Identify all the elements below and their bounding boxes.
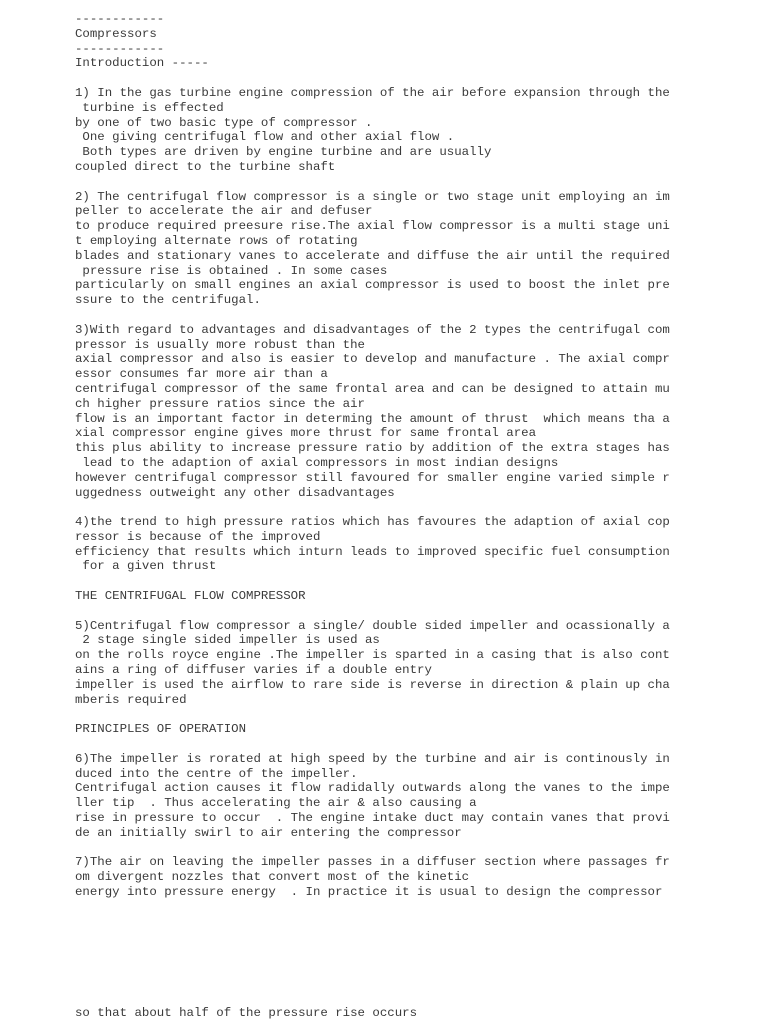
document-line — [75, 841, 755, 856]
document-line: 4)the trend to high pressure ratios which has favoures the adaption of axial cop — [75, 515, 670, 530]
document-line: coupled direct to the turbine shaft — [75, 159, 336, 174]
document-line — [75, 574, 755, 589]
document-line: rise in pressure to occur . The engine intake duct may contain vanes that provi — [75, 811, 670, 826]
document-body — [75, 12, 755, 900]
document-line: 5)Centrifugal flow compressor a single/ double sided impeller and ocassionally a — [75, 618, 670, 633]
document-line: energy into pressure energy . In practice it is usual to design the compressor — [75, 885, 663, 900]
document-line: 7)The air on leaving the impeller passes in a diffuser section where passages fr — [75, 855, 670, 870]
document-line: pressure rise is obtained . In some cases — [75, 263, 388, 278]
document-line: axial compressor and also is easier to develop and manufacture . The axial compr — [75, 352, 670, 367]
document-line: for a given thrust — [75, 559, 217, 574]
document-line: t employing alternate rows of rotating — [75, 233, 358, 248]
document-line: THE CENTRIFUGAL FLOW COMPRESSOR — [75, 589, 306, 604]
document-line: turbine is effected — [75, 100, 224, 115]
document-line: however centrifugal compressor still favoured for smaller engine varied simple r — [75, 470, 670, 485]
document-line — [75, 737, 755, 752]
document-line: xial compressor engine gives more thrust for same frontal area — [75, 426, 537, 441]
document-line: 1) In the gas turbine engine compression of the air before expansion through the — [75, 85, 670, 100]
document-line: impeller is used the airflow to rare side is reverse in direction & plain up cha — [75, 677, 670, 692]
document-line — [75, 707, 755, 722]
document-line: blades and stationary vanes to accelerate and diffuse the air until the required — [75, 248, 670, 263]
document-line: 3)With regard to advantages and disadvantages of the 2 types the centrifugal com — [75, 322, 670, 337]
document-line — [75, 604, 755, 619]
document-line: ains a ring of diffuser varies if a double entry — [75, 663, 432, 678]
document-line: 2 stage single sided impeller is used as — [75, 633, 380, 648]
document-line: duced into the centre of the impeller. — [75, 766, 358, 781]
document-line: Compressors — [75, 26, 157, 41]
document-line: Centrifugal action causes it flow radidally outwards along the vanes to the impe — [75, 781, 670, 796]
document-line: essor consumes far more air than a — [75, 367, 328, 382]
document-line — [75, 71, 755, 86]
document-line: on the rolls royce engine .The impeller is sparted in a casing that is also cont — [75, 648, 670, 663]
document-line: centrifugal compressor of the same frontal area and can be designed to attain mu — [75, 381, 670, 396]
document-line: ch higher pressure ratios since the air — [75, 396, 365, 411]
document-line: de an initially swirl to air entering the compressor — [75, 825, 462, 840]
document-line: ------------ — [75, 12, 165, 26]
document-line: efficiency that results which inturn leads to improved specific fuel consumption — [75, 544, 670, 559]
document-line: pressor is usually more robust than the — [75, 337, 365, 352]
document-line: Both types are driven by engine turbine and are usually — [75, 145, 492, 160]
document-line: mberis required — [75, 692, 187, 707]
document-line: PRINCIPLES OF OPERATION — [75, 722, 247, 737]
document-line — [75, 175, 755, 190]
document-line — [75, 500, 755, 515]
document-line: ller tip . Thus accelerating the air & also causing a — [75, 796, 477, 811]
document-tail-line: so that about half of the pressure rise occurs — [75, 1006, 418, 1020]
document-line: Introduction ----- — [75, 56, 209, 71]
document-line: to produce required preesure rise.The axial flow compressor is a multi stage uni — [75, 219, 670, 234]
document-line: ressor is because of the improved — [75, 529, 321, 544]
document-line: om divergent nozzles that convert most of the kinetic — [75, 870, 470, 885]
document-line: One giving centrifugal flow and other axial flow . — [75, 130, 455, 145]
document-line: particularly on small engines an axial compressor is used to boost the inlet pre — [75, 278, 670, 293]
document-line: ------------ — [75, 41, 165, 56]
document-line: flow is an important factor in determing the amount of thrust which means tha a — [75, 411, 670, 426]
document-line — [75, 308, 755, 323]
document-line: 2) The centrifugal flow compressor is a single or two stage unit employing an im — [75, 189, 670, 204]
document-line: by one of two basic type of compressor . — [75, 115, 373, 130]
document-line: 6)The impeller is rorated at high speed by the turbine and air is continously in — [75, 751, 670, 766]
document-line: ssure to the centrifugal. — [75, 293, 261, 308]
document-line: this plus ability to increase pressure ratio by addition of the extra stages has — [75, 441, 670, 456]
document-line: uggedness outweight any other disadvantages — [75, 485, 395, 500]
document-line: peller to accelerate the air and defuser — [75, 204, 373, 219]
document-line: lead to the adaption of axial compressors in most indian designs — [75, 455, 559, 470]
